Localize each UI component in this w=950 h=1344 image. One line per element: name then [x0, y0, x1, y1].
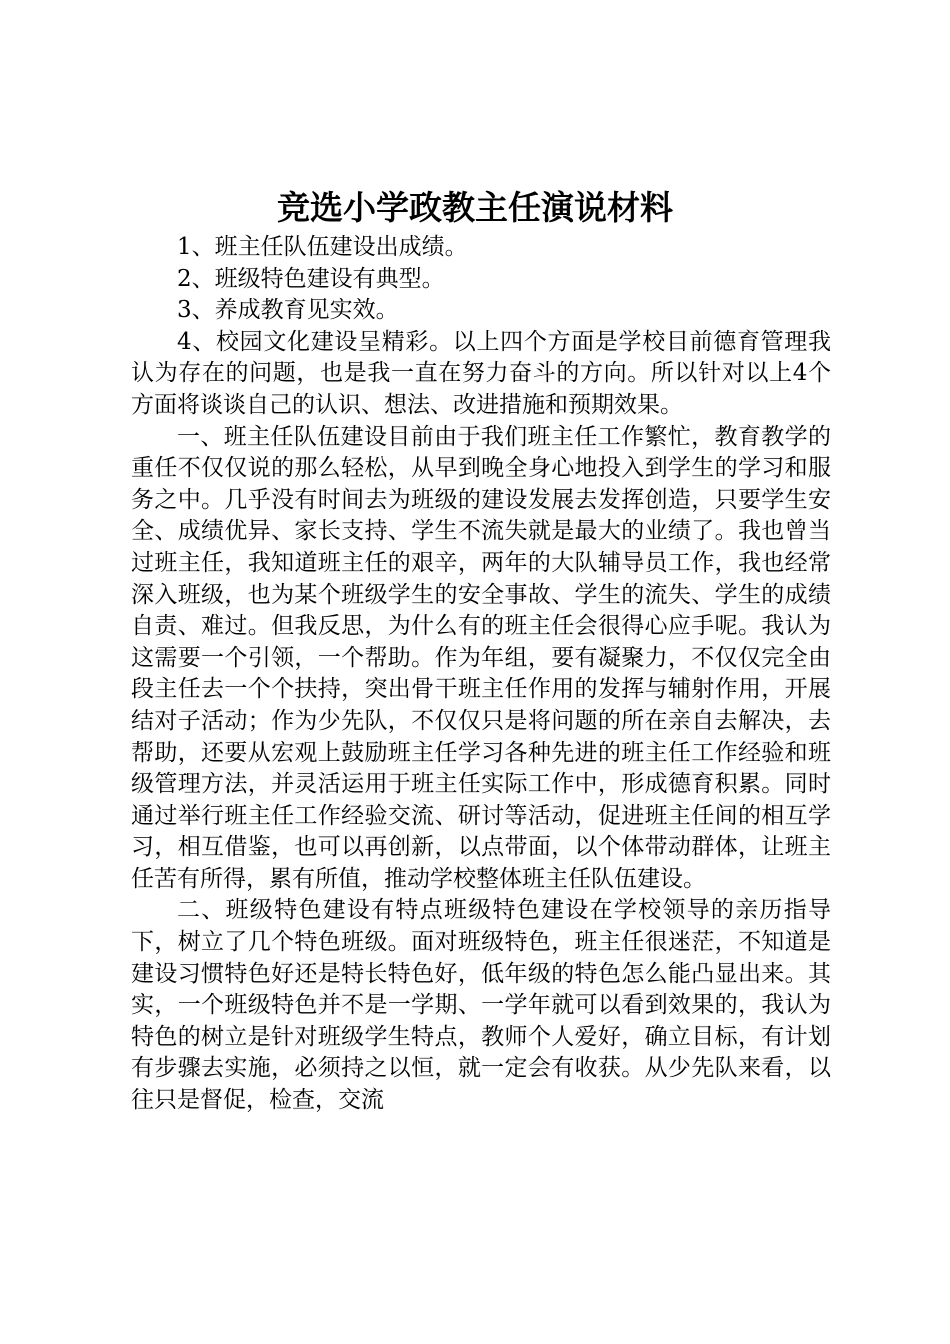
document-title: 竞选小学政教主任演说材料 [277, 188, 673, 227]
paragraph-3: 3、养成教育见实效。 [177, 297, 399, 324]
paragraph-1: 1、班主任队伍建设出成绩。 [177, 234, 468, 260]
document-body [131, 232, 831, 1117]
paragraph-2: 2、班级特色建设有典型。 [177, 265, 445, 292]
paragraph-6: 二、班级特色建设有特点班级特色建设在学校领导的亲历指导下，树立了几个特色班级。面对班级特色，班主任很迷茫，不知道是建设习惯特色好还是特长特色好，低年级的特色怎么能凸显出来。其实，一个班级特色并不是一学期、一学年就可以看到效果的，我认为特色的树立是针对班级学生特点，教师个人爱好，确立目标，有计划有步骤去实施，必须持之以恒，就一定会有收获。从少先队来看，以往只是督促，检查，交流 [131, 897, 831, 1114]
paragraph-4: 4、校园文化建设呈精彩。以上四个方面是学校目前德育管理我认为存在的问题，也是我一直在努力奋斗的方向。所以针对以上4个方面将谈谈自己的认识、想法、改进措施和预期效果。 [131, 328, 831, 418]
paragraph-5: 一、班主任队伍建设目前由于我们班主任工作繁忙，教育教学的重任不仅仅说的那么轻松，从早到晚全身心地投入到学生的学习和服务之中。几乎没有时间去为班级的建设发展去发挥创造，只要学生安全、成绩优异、家长支持、学生不流失就是最大的业绩了。我也曾当过班主任，我知道班主任的艰辛，两年的大队辅导员工作，我也经常深入班级，也为某个班级学生的安全事故、学生的流失、学生的成绩自责、难过。但我反思，为什么有的班主任会很得心应手呢。我认为这需要一个引领，一个帮助。作为年组，要有凝聚力，不仅仅完全由段主任去一个个扶持，突出骨干班主任作用的发挥与辅射作用，开展结对子活动；作为少先队，不仅仅只是将问题的所在亲自去解决，去帮助，还要从宏观上鼓励班主任学习各种先进的班主任工作经验和班级管理方法，并灵活运用于班主任实际工作中，形成德育积累。同时通过举行班主任工作经验交流、研讨等活动，促进班主任间的相互学习，相互借鉴，也可以再创新，以点带面，以个体带动群体，让班主任苦有所得，累有所值，推动学校整体班主任队伍建设。 [131, 423, 831, 892]
